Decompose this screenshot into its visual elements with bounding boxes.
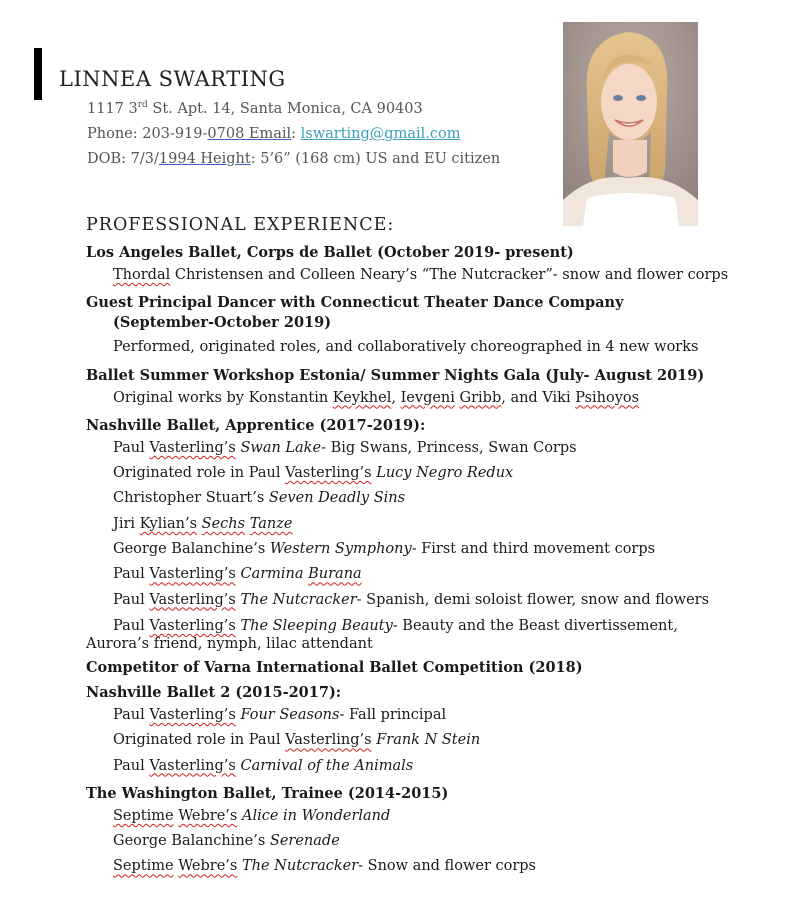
- org-heading: Nashville Ballet 2 (2015-2017):: [86, 683, 342, 701]
- role-line: Thordal Christensen and Colleen Neary’s “The Nutcracker”- snow and flower corps: [113, 267, 729, 283]
- applicant-name: LINNEA SWARTING: [59, 67, 286, 91]
- org-heading: Nashville Ballet, Apprentice (2017-2019):: [86, 416, 426, 434]
- role-line: Original works by Konstantin Keykhel, Ievgeni Gribb, and Viki Psihoyos: [113, 389, 640, 406]
- role-line: Paul Vasterling’s Carnival of the Animals: [113, 757, 414, 774]
- role-line: Paul Vasterling’s Four Seasons- Fall principal: [113, 706, 447, 723]
- email-link[interactable]: lswarting@gmail.com: [300, 126, 461, 142]
- role-line: Originated role in Paul Vasterling’s Frank N Stein: [113, 732, 481, 749]
- role-line: George Balanchine’s Western Symphony- First and third movement corps: [113, 541, 656, 558]
- experience-list: [86, 243, 729, 880]
- role-line: Performed, originated roles, and collaboratively choreographed in 4 new works: [113, 339, 699, 356]
- role-line: George Balanchine’s Serenade: [113, 833, 340, 850]
- phone-email-line: Phone: 203-919-0708 Email: lswarting@gmail.com: [87, 126, 461, 142]
- org-heading: Competitor of Varna International Ballet Competition (2018): [86, 658, 583, 676]
- role-line: Jiri Kylian’s Sechs Tanze: [113, 515, 293, 532]
- section-title: PROFESSIONAL EXPERIENCE:: [86, 215, 395, 235]
- heading-accent-bar: [34, 48, 42, 100]
- role-line: Septime Webre’s Alice in Wonderland: [113, 807, 391, 824]
- role-line: Paul Vasterling’s Swan Lake- Big Swans, Princess, Swan Corps: [113, 439, 577, 456]
- headshot-photo: [563, 22, 698, 226]
- org-heading: The Washington Ballet, Trainee (2014-2015): [86, 784, 449, 802]
- role-line: Christopher Stuart’s Seven Deadly Sins: [113, 490, 406, 507]
- role-line: Paul Vasterling’s Carmina Burana: [113, 566, 362, 583]
- org-heading: Los Angeles Ballet, Corps de Ballet (October 2019- present): [86, 244, 574, 261]
- org-heading: Guest Principal Dancer with Connecticut Theater Dance Company (September-October 2019): [86, 294, 624, 332]
- role-line: Septime Webre’s The Nutcracker- Snow and flower corps: [113, 858, 536, 875]
- dob-height-line: DOB: 7/3/1994 Height: 5’6” (168 cm) US and EU citizen: [87, 151, 501, 167]
- role-line: Paul Vasterling’s The Nutcracker- Spanish, demi soloist flower, snow and flowers: [113, 591, 710, 608]
- org-heading: Ballet Summer Workshop Estonia/ Summer Nights Gala (July- August 2019): [86, 366, 705, 384]
- role-line: Originated role in Paul Vasterling’s Lucy Negro Redux: [113, 465, 514, 482]
- role-line: Paul Vasterling’s The Sleeping Beauty- Beauty and the Beast divertissement, Aurora’s friend, nymph, lilac attendant: [86, 617, 678, 652]
- address-line: 1117 3rd St. Apt. 14, Santa Monica, CA 90403: [87, 100, 423, 117]
